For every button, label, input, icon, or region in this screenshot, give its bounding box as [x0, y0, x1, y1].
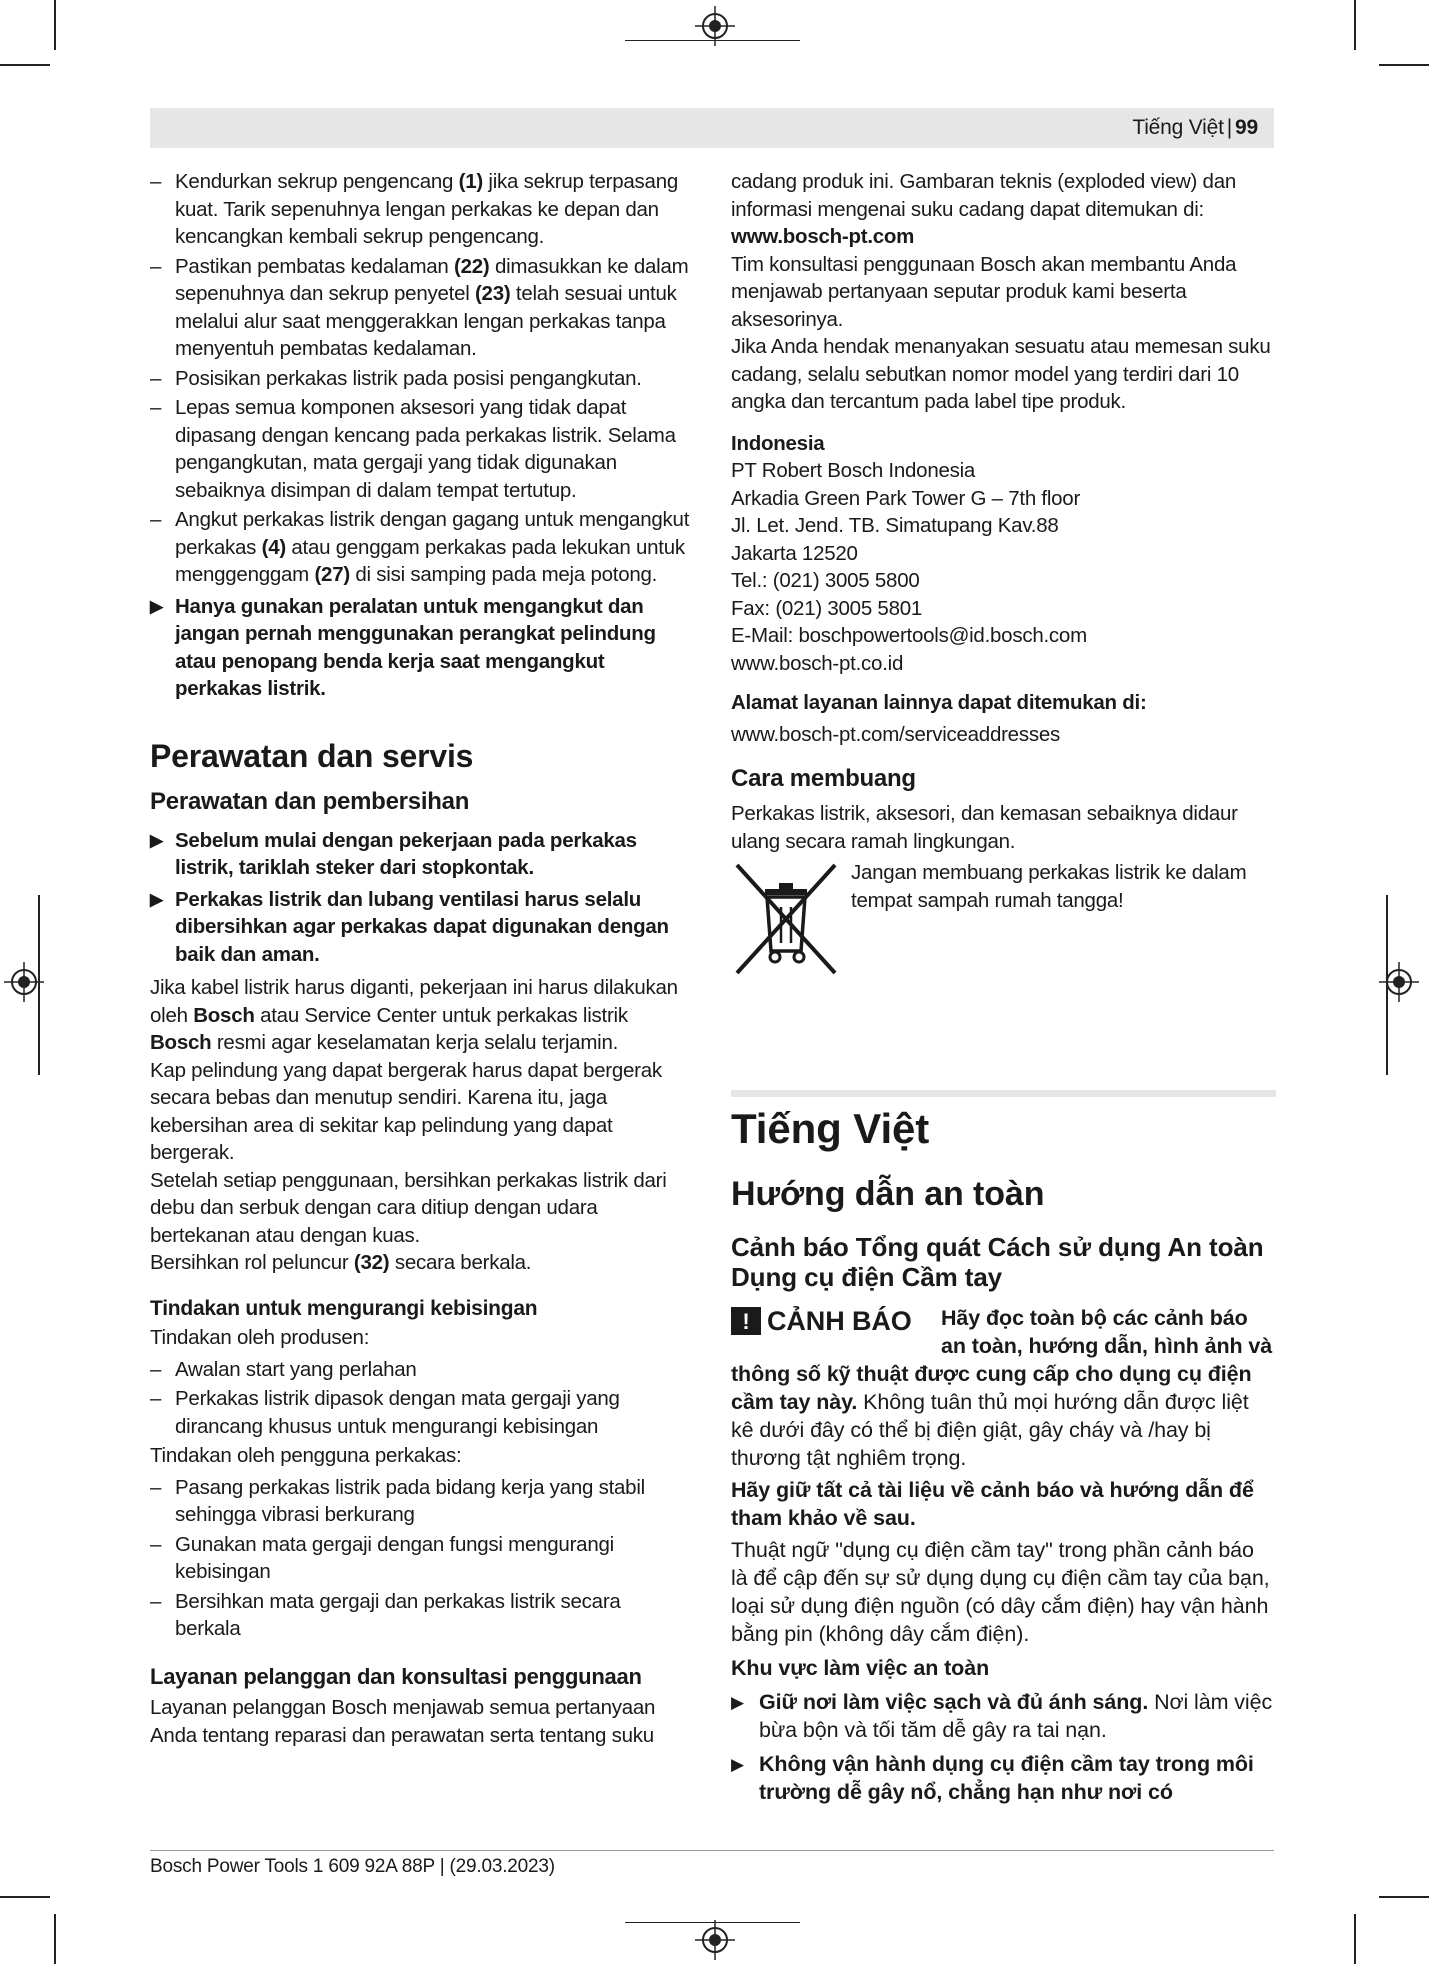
list-item: – Pasang perkakas listrik pada bidang kerja yang stabil sehingga vibrasi berkurang [150, 1474, 690, 1529]
heading-work-area: Khu vực làm việc an toàn [731, 1656, 990, 1680]
heading-cleaning: Perawatan dan pembersihan [150, 787, 470, 815]
page-number: 99 [1235, 116, 1258, 139]
address-line: Jl. Let. Jend. TB. Simatupang Kav.88 [731, 514, 1059, 537]
text-run: Kendurkan sekrup pengencang [175, 170, 459, 193]
heading-safety: Hướng dẫn an toàn [731, 1175, 1045, 1213]
bold-run: (27) [314, 563, 350, 586]
text-run: di sisi samping pada meja potong. [349, 563, 658, 586]
warning-unplug-text: Sebelum mulai dengan pekerjaan pada perkakas listrik, tariklah steker dari stopkontak. [175, 828, 637, 879]
url-bosch: www.bosch-pt.com [731, 225, 915, 248]
paragraph-disposal: Perkakas listrik, aksesori, dan kemasan sebaiknya didaur ulang secara ramah lingkungan. [731, 802, 1238, 853]
paragraph-guard: Kap pelindung yang dapat bergerak harus dapat bergerak secara bebas dan menutup sendiri. Karena itu, jaga kebersihan area di sekitar kap pelindung yang dapat bergerak. [150, 1058, 662, 1164]
vietnamese-section [731, 1102, 1276, 1812]
address-block [731, 430, 1276, 678]
warning-normal-text: Không tuân thủ mọi hướng dẫn được liệt kê dưới đây có thể bị điện giật, gây cháy và /hay bị thương tật nghiêm trọng. [731, 1390, 1249, 1470]
list-item: – Perkakas listrik dipasok dengan mata gergaji yang dirancang khusus untuk mengurangi kebisingan [150, 1385, 690, 1440]
left-column [150, 168, 690, 1749]
paragraph-parts: cadang produk ini. Gambaran teknis (exploded view) dan informasi mengenai suku cadang dapat ditemukan di: [731, 170, 1236, 221]
bold-run: (4) [261, 535, 286, 559]
crop-mark [54, 0, 56, 50]
crop-mark [54, 1914, 56, 1964]
text-run: Lepas semua komponen aksesori yang tidak dapat dipasang dengan kencang pada perkakas listrik. Selama pengangkutan, mata gergaji yang tidak digunakan sebaiknya disimpan di dalam tempat tertutup. [175, 396, 676, 502]
list-item: – Gunakan mata gergaji dengan fungsi mengurangi kebisingan [150, 1531, 690, 1586]
paragraph-order: Jika Anda hendak menanyakan sesuatu atau memesan suku cadang, selalu sebutkan nomor model yang terdiri dari 10 angka dan tercantum pada label tipe produk. [731, 335, 1271, 413]
safety-item-clean [731, 1688, 1276, 1744]
address-line: www.bosch-pt.co.id [731, 651, 904, 675]
triangle-bullet-icon: ▶ [150, 889, 163, 909]
address-lines [731, 457, 1276, 677]
text-run: Pastikan pembatas kedalaman [175, 254, 455, 278]
bold-run: (23) [474, 282, 511, 305]
heading-service: Layanan pelanggan dan konsultasi penggunaan [150, 1663, 642, 1689]
transport-step [150, 253, 690, 363]
text-run: Posisikan perkakas listrik pada posisi pengangkutan. [175, 366, 642, 390]
triangle-bullet-icon: ▶ [731, 1693, 744, 1712]
safety-item-explosive [731, 1750, 1276, 1806]
warning-transport-text: Hanya gunakan peralatan untuk mengangkut dan jangan pernah menggunakan perangkat pelindung atau penopang benda kerja saat mengangkut perkakas listrik. [175, 594, 656, 700]
header-separator: | [1226, 116, 1233, 139]
page-header [150, 108, 1274, 148]
warning-bold-text: Hãy đọc toàn bộ các cảnh báo an toàn, hướng dẫn, hình ảnh và thông số kỹ thuật được cung cấp cho dụng cụ điện cầm tay này. [731, 1306, 1273, 1414]
warning-clean-text: Perkakas listrik dan lubang ventilasi harus selalu dibersihkan agar perkakas dapat digunakan dengan baik dan aman. [175, 887, 669, 966]
safety-item-clean-text: Nơi làm việc bừa bộn và tối tăm dễ gây ra tai nạn. [759, 1690, 1273, 1742]
text-run: secara berkala. [389, 1251, 532, 1274]
bold-run: Bosch [150, 1031, 212, 1054]
registration-mark-icon [695, 6, 735, 46]
crop-mark [1354, 0, 1356, 50]
crop-mark [1354, 1914, 1356, 1964]
transport-step [150, 365, 690, 393]
crop-mark [0, 1896, 50, 1898]
crop-mark [1379, 1896, 1429, 1898]
warning-label [731, 1304, 941, 1360]
warning-block [731, 1304, 1276, 1472]
crossed-bin-icon [731, 859, 841, 979]
noise-manufacturer-list [150, 1356, 690, 1441]
footer-rule [150, 1850, 1274, 1851]
country-name: Indonesia [731, 431, 825, 455]
weee-block [731, 859, 1276, 989]
heading-maintenance: Perawatan dan servis [150, 737, 474, 774]
bold-run: Bosch [193, 1003, 255, 1027]
crop-mark [0, 64, 50, 66]
heading-general-warnings: Cảnh báo Tổng quát Cách sử dụng An toàn Dụng cụ điện Cầm tay [731, 1232, 1264, 1292]
text-run: dimasukkan ke dalam sepenuhnya dan sekrup penyetel [175, 254, 689, 305]
url-service: www.bosch-pt.com/serviceaddresses [731, 722, 1060, 746]
paragraph-cable [150, 974, 690, 1057]
paragraph-service: Layanan pelanggan Bosch menjawab semua pertanyaan Anda tentang reparasi dan perawatan serta tentang suku [150, 1696, 656, 1747]
registration-mark-icon [1379, 962, 1419, 1002]
warning-transport [150, 593, 690, 703]
registration-mark-icon [695, 1920, 735, 1960]
text-run: resmi agar keselamatan kerja selalu terjamin. [211, 1031, 619, 1054]
list-item: – Bersihkan mata gergaji dan perkakas listrik secara berkala [150, 1588, 690, 1643]
keep-docs: Hãy giữ tất cả tài liệu về cảnh báo và hướng dẫn để tham khảo về sau. [731, 1478, 1254, 1530]
address-line: Tel.: (021) 3005 5800 [731, 569, 920, 592]
transport-step [150, 168, 690, 251]
noise-user-list [150, 1474, 690, 1643]
heading-disposal: Cara membuang [731, 765, 916, 792]
text-run: jika sekrup terpasang kuat. Tarik sepenuhnya lengan perkakas ke depan dan kencangkan kembali sekrup pengencang. [175, 170, 679, 248]
triangle-bullet-icon: ▶ [150, 830, 163, 850]
paragraph-term: Thuật ngữ "dụng cụ điện cầm tay" trong phần cảnh báo là để cập đến sự sử dụng dụng cụ điện cầm tay của bạn, loại sử dụng điện nguồn (có dây cắm điện) hay vận hành bằng pin (không dây cắm điện). [731, 1538, 1270, 1646]
weee-text: Jangan membuang perkakas listrik ke dalam tempat sampah rumah tangga! [851, 861, 1247, 912]
text-run: Angkut perkakas listrik dengan gagang untuk mengangkut perkakas [175, 508, 690, 559]
text-run: Jika kabel listrik harus diganti, pekerjaan ini harus dilakukan oleh [150, 976, 678, 1027]
heading-vietnamese: Tiếng Việt [731, 1105, 930, 1152]
safety-item-clean-bold: Giữ nơi làm việc sạch và đủ ánh sáng. [759, 1690, 1149, 1714]
text-run: Bersihkan rol peluncur [150, 1251, 354, 1274]
header-section: Tiếng Việt [1132, 116, 1224, 139]
bold-run: (1) [458, 170, 483, 193]
bold-run: (32) [353, 1251, 390, 1274]
other-addresses-label: Alamat layanan lainnya dapat ditemukan di: [731, 691, 1147, 714]
warning-label-text: CẢNH BÁO [767, 1306, 912, 1336]
warning-symbol-icon: ! [731, 1307, 761, 1335]
page-footer: Bosch Power Tools 1 609 92A 88P | (29.03.2023) [150, 1856, 555, 1877]
header-text [1132, 116, 1258, 140]
warning-unplug [150, 827, 690, 882]
warning-clean [150, 886, 690, 969]
text-run: atau Service Center untuk perkakas listrik [254, 1003, 628, 1027]
heading-noise: Tindakan untuk mengurangi kebisingan [150, 1296, 538, 1320]
paragraph-roller [150, 1249, 690, 1277]
section-rule [731, 1090, 1276, 1097]
transport-steps [150, 168, 690, 589]
address-line: Jakarta 12520 [731, 541, 858, 565]
address-line: PT Robert Bosch Indonesia [731, 459, 976, 482]
crop-mark [1379, 64, 1429, 66]
paragraph-team: Tim konsultasi penggunaan Bosch akan membantu Anda menjawab pertanyaan seputar produk kami beserta aksesorinya. [731, 252, 1237, 331]
triangle-bullet-icon: ▶ [150, 596, 163, 616]
safety-item-explosive-bold: Không vận hành dụng cụ điện cầm tay trong môi trường dễ gây nổ, chẳng hạn như nơi có [759, 1752, 1254, 1804]
address-line: Fax: (021) 3005 5801 [731, 596, 923, 620]
noise-user-label: Tindakan oleh pengguna perkakas: [150, 1444, 462, 1467]
triangle-bullet-icon: ▶ [731, 1755, 744, 1774]
text-run: telah sesuai untuk melalui alur saat menggerakkan lengan perkakas tanpa menyentuh pembatas kedalaman. [175, 282, 677, 360]
address-line: E-Mail: boschpowertools@id.bosch.com [731, 624, 1087, 647]
address-line: Arkadia Green Park Tower G – 7th floor [731, 486, 1081, 510]
text-run: atau genggam perkakas pada lekukan untuk menggenggam [175, 535, 685, 586]
paragraph-after-use: Setelah setiap penggunaan, bersihkan perkakas listrik dari debu dan serbuk dengan cara ditiup dengan udara bertekanan atau dengan kuas. [150, 1168, 667, 1247]
list-item: – Awalan start yang perlahan [150, 1356, 690, 1384]
right-column [731, 168, 1276, 989]
bold-run: (22) [454, 254, 490, 278]
registration-mark-icon [4, 962, 44, 1002]
transport-step [150, 506, 690, 589]
transport-step [150, 394, 690, 504]
noise-manufacturer-label: Tindakan oleh produsen: [150, 1326, 370, 1349]
